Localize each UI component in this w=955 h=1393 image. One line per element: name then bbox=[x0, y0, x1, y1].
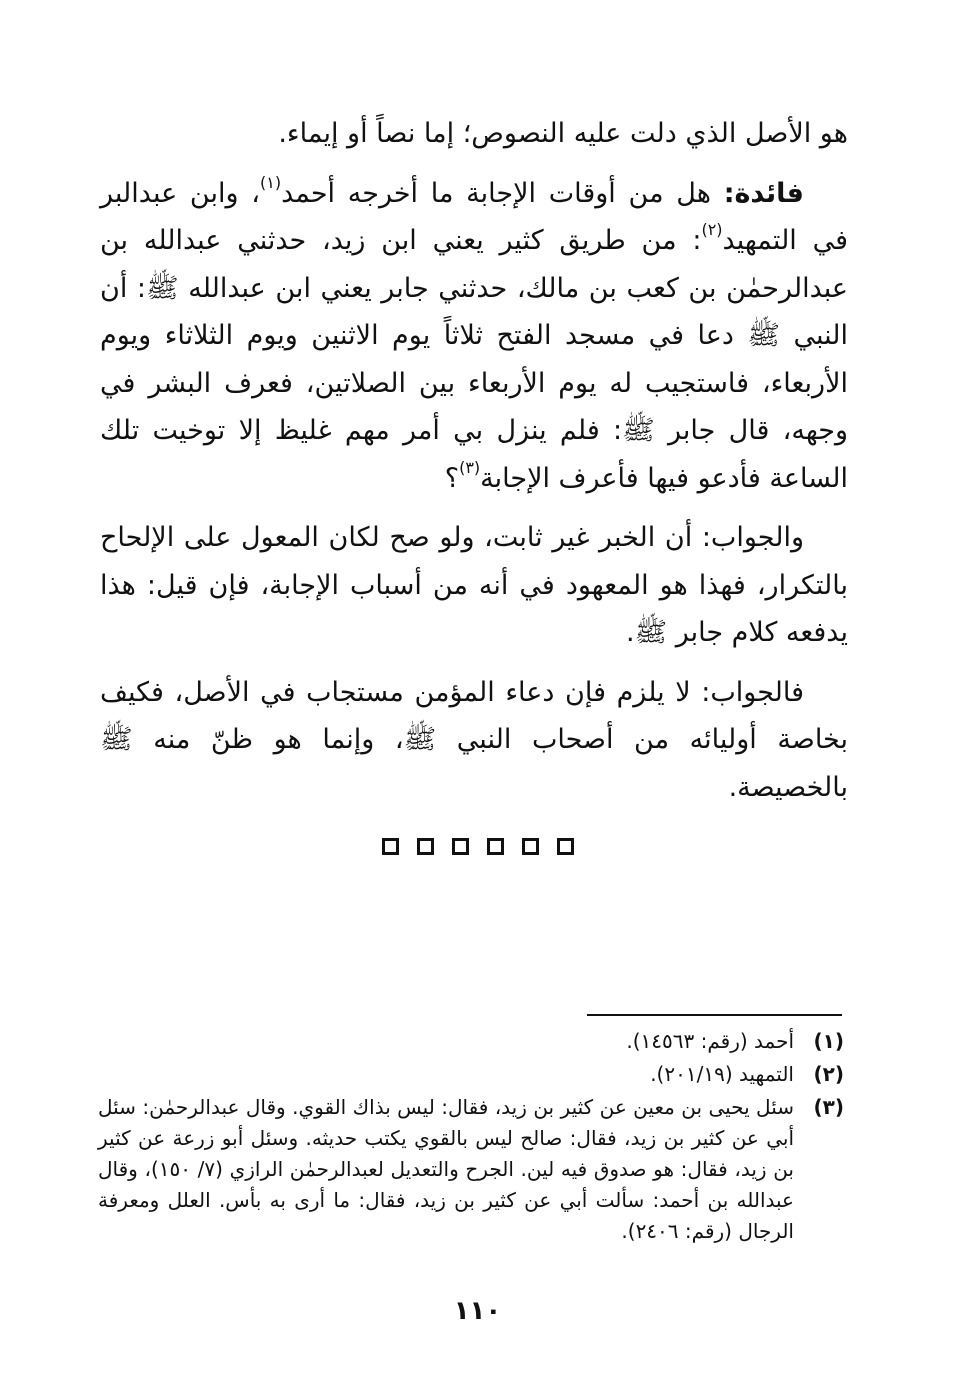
benefit-end: ؟ bbox=[444, 462, 460, 494]
main-text bbox=[100, 110, 848, 811]
separator-square bbox=[382, 838, 399, 855]
footnote-divider bbox=[587, 1014, 842, 1016]
benefit-text-1: هل من أوقات الإجابة ما أخرجه أحمد bbox=[281, 177, 724, 209]
footnote-ref-1[interactable]: (١) bbox=[259, 172, 282, 192]
paragraph-intro bbox=[100, 110, 848, 158]
footnote bbox=[98, 1059, 844, 1090]
footnote-ref-3[interactable]: (٣) bbox=[459, 457, 481, 477]
footnote bbox=[98, 1026, 844, 1057]
footnote bbox=[98, 1092, 844, 1247]
paragraph-answer-1 bbox=[100, 514, 848, 657]
footnote-text: التمهيد (٢٠١/١٩). bbox=[650, 1062, 794, 1086]
footnote-number: (١) bbox=[813, 1029, 844, 1053]
separator-square bbox=[487, 838, 504, 855]
benefit-label: فائدة: bbox=[723, 177, 804, 209]
intro-line: هو الأصل الذي دلت عليه النصوص؛ إما نصاً أو إيماء. bbox=[278, 118, 848, 149]
separator-square bbox=[452, 838, 469, 855]
footnote-text: أحمد (رقم: ١٤٥٦٣). bbox=[626, 1029, 794, 1053]
footnote-number: (٢) bbox=[813, 1062, 844, 1086]
answer-1-text: والجواب: أن الخبر غير ثابت، ولو صح لكان المعول على الإلحاح بالتكرار، فهذا هو المعهود في أنه من أسباب الإجابة، فإن قيل: هذا يدفعه كلام جابر ﷺ. bbox=[100, 522, 848, 648]
page-number: ١١٠ bbox=[453, 1296, 502, 1326]
section-separator bbox=[0, 838, 955, 855]
footnote-number: (٣) bbox=[813, 1095, 844, 1119]
separator-square bbox=[557, 838, 574, 855]
footnotes bbox=[98, 1026, 844, 1249]
benefit-text-3: : من طريق كثير يعني ابن زيد، حدثني عبدالله بن عبدالرحمٰن بن كعب بن مالك، حدثني جابر يعني ابن عبدالله ﷺ: أن النبي ﷺ دعا في مسجد الفتح ثلاثاً يوم الاثنين ويوم الثلاثاء ويوم الأربعاء، فاستجيب له يوم الأربعاء بين الصلاتين، فعرف البشر في وجهه، قال جابر ﷺ: فلم ينزل بي أمر مهم غليظ إلا توخيت تلك الساعة فأدعو فيها فأعرف الإجابة bbox=[100, 225, 848, 494]
paragraph-benefit bbox=[100, 170, 848, 503]
benefit-text-2: ، وابن عبدالبر في التمهيد bbox=[100, 177, 848, 256]
footnote-ref-2[interactable]: (٢) bbox=[701, 220, 723, 239]
separator-square bbox=[522, 838, 539, 855]
footnote-text: سئل يحيى بن معين عن كثير بن زيد، فقال: ليس بذاك القوي. وقال عبدالرحمٰن: سئل أبي عن كثير بن زيد، فقال: صالح ليس بالقوي يكتب حديثه. وسئل أبو زرعة عن كثير بن زيد، فقال: هو صدوق فيه لين. الجرح والتعديل لعبدالرحمٰن الرازي (٧/ ١٥٠)، وقال عبدالله بن أحمد: سألت أبي عن كثير بن زيد، فقال: ما أرى به بأس. العلل ومعرفة الرجال (رقم: ٢٤٠٦). bbox=[98, 1095, 794, 1243]
answer-2-text: فالجواب: لا يلزم فإن دعاء المؤمن مستجاب في الأصل، فكيف بخاصة أوليائه من أصحاب النبي ﷺ، وإنما هو ظنّ منه ﷺ بالخصيصة. bbox=[100, 676, 848, 803]
separator-square bbox=[417, 838, 434, 855]
paragraph-answer-2 bbox=[100, 669, 848, 812]
